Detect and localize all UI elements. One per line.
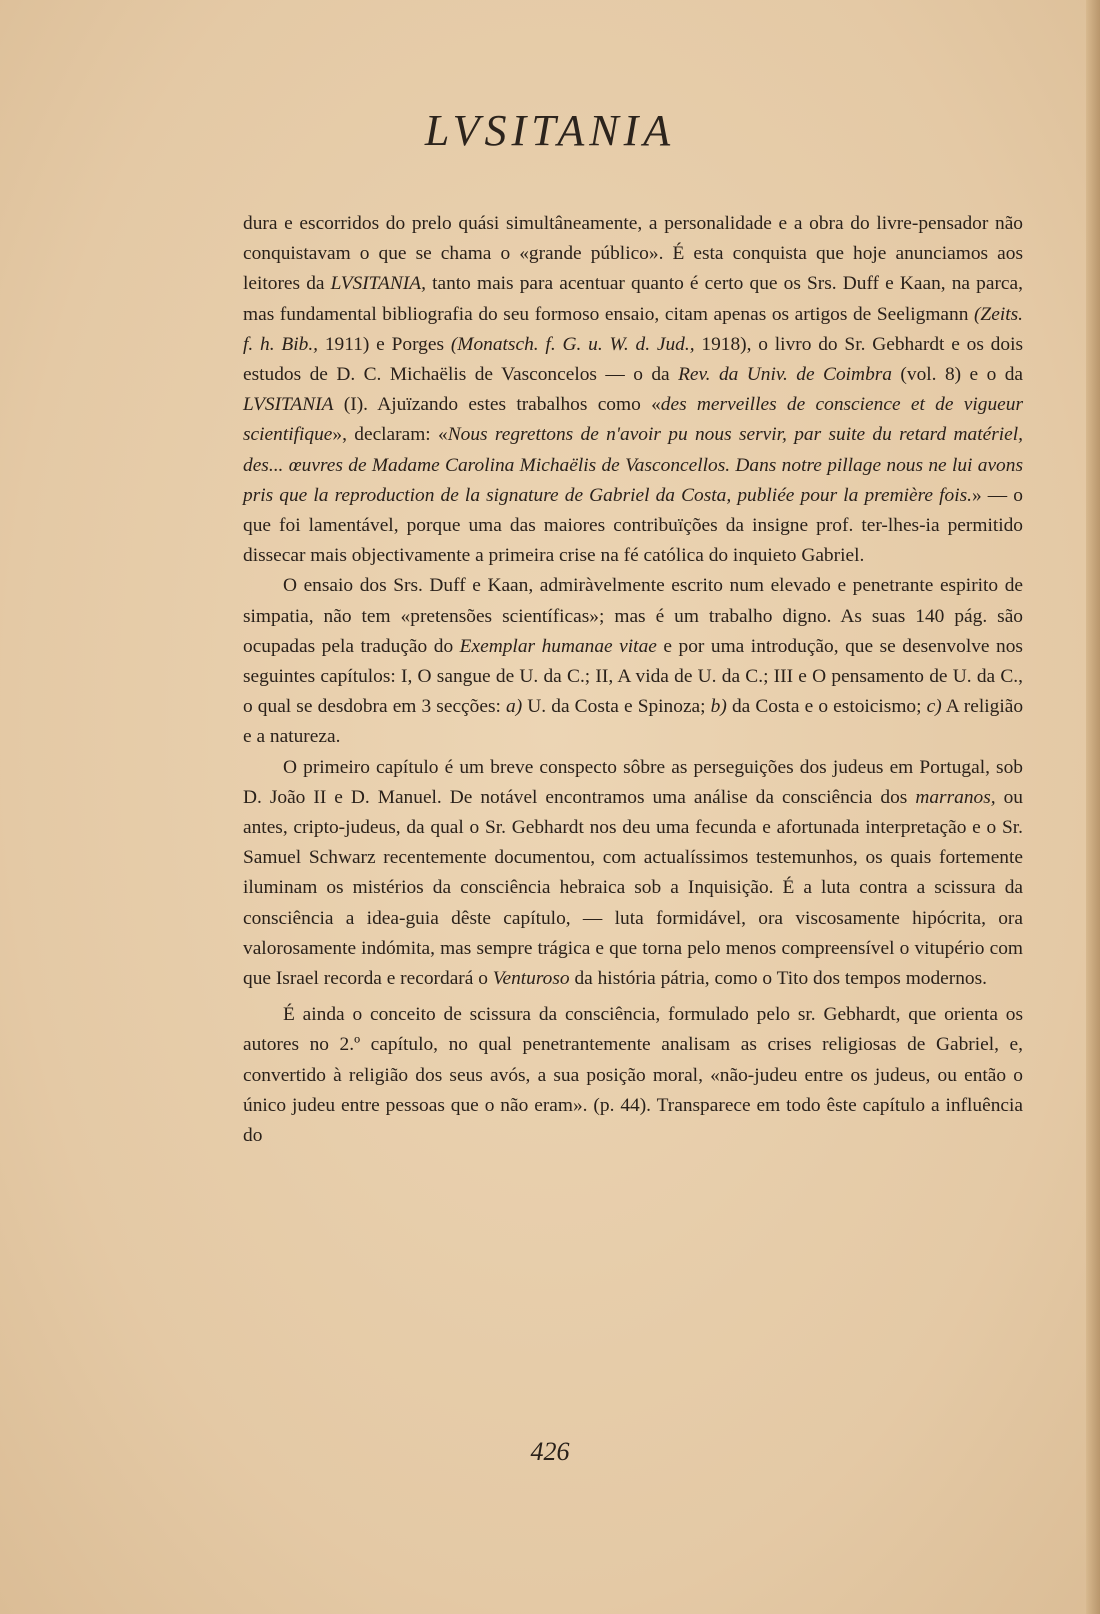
text-run: dura e escorridos do prelo quási simultâneamente, a personalidade e a obra do livre-pensador não conquistavam o que se chama o «grande público». É esta conquista que hoje anunciamos aos leitores da [243,213,1023,295]
text-run: da Costa e o estoicismo; [726,696,927,718]
page-edge [1086,0,1100,1614]
running-header: LVSITANIA [424,106,676,155]
text-run: 1918), o livro do Sr. Gebhardt e os dois estudos de D. C. Michaëlis de Vasconcelos — o da [243,333,1024,386]
italic-run: marranos, [915,786,996,808]
italic-run: c) [926,696,942,718]
italic-run: Exemplar humanae vitae [459,635,657,657]
italic-run: (Zeits. f. h. Bib., [243,303,1023,355]
page-number: 426 [530,1437,570,1466]
text-run: 1911) e Porges [318,333,451,355]
paragraph-1 [243,209,1023,571]
text-run: e por uma introdução, que se desenvolve nos seguintes capítulos: I, O sangue de U. da C.; II, A vida de U. da C.; III e O pensamento de U. da C., o qual se desdobra em 3 secções: [243,635,1023,718]
text-run: É ainda o conceito de scissura da consciência, formulado pelo sr. Gebhardt, que orienta os autores no 2.º capítulo, no qual penetrantemente analisam as crises religiosas de Gabriel, e, convertido à religião dos seus avós, a sua posição moral, «não-judeu entre os judeus, ou então o único judeu entre pessoas que o não eram». (p. 44). Transparece em todo êste capítulo a influência do [243,1004,1023,1147]
text-run: O ensaio dos Srs. Duff e Kaan, admiràvelmente escrito num elevado e penetrante espirito de simpatia, não tem «pretensões scientíficas»; mas é um trabalho digno. As suas 140 pág. são ocupadas pela tradução do [243,575,1023,657]
text-run: (vol. 8) e o da [892,364,1023,386]
italic-run: (Monatsch. f. G. u. W. d. Jud., [450,333,695,355]
text-run: da história pátria, como o Tito dos tempos modernos. [569,968,988,990]
italic-run: Nous regrettons de n'avoir pu nous servir, par suite du retard matériel, des... œuvres de Madame Carolina Michaëlis de Vasconcellos. Dans notre pillage nous ne lui avons pris que la reproduction de la signature de Gabriel da Costa, publiée pour la première fois. [243,424,1023,506]
italic-run: Rev. da Univ. de Coimbra [678,364,892,386]
text-run: U. da Costa e Spinoza; [522,696,711,718]
text-run: (I). Ajuïzando estes trabalhos como « [333,394,661,416]
italic-run: des merveilles de conscience et de vigueur scientifique [243,394,1023,446]
paragraph-2 [243,571,1023,752]
body-text [243,209,1023,1151]
italic-run: LVSITANIA [243,394,334,416]
text-run: » — o que foi lamentável, porque uma das maiores contribuïções da insigne prof. ter-lhes-ia permitido dissecar mais objectivamente a primeira crise na fé católica do inquieto Gabriel. [243,484,1024,567]
italic-run: LVSITANIA, [330,273,426,295]
italic-run: b) [710,696,727,718]
paragraph-3 [243,753,1023,995]
italic-run: Venturoso [492,968,570,990]
text-run: A religião e a natureza. [243,696,1024,748]
paragraph-4 [243,1000,1023,1151]
text-run: », declaram: « [332,424,448,446]
text-run: O primeiro capítulo é um breve conspecto sôbre as perseguições dos judeus em Portugal, sob D. João II e D. Manuel. De notável encontramos uma análise da consciência dos [243,756,1023,808]
text-run: tanto mais para acentuar quanto é certo que os Srs. Duff e Kaan, na parca, mas fundamental bibliografia do seu formoso ensaio, citam apenas os artigos de Seeligmann [243,273,1023,325]
text-run: ou antes, cripto-judeus, da qual o Sr. Gebhardt nos deu uma fecunda e afortunada interpretação e o Sr. Samuel Schwarz recentemente documentou, com actualíssimos testemunhos, os quais fortemente iluminam os mistérios da consciência hebraica sob a Inquisição. É a luta contra a scissura da consciência a idea-guia dêste capítulo, — luta formidável, ora viscosamente hipócrita, ora valorosamente indómita, mas sempre trágica e que torna pelo menos compreensível o vitupério com que Israel recorda e recordará o [243,786,1023,990]
italic-run: a) [506,696,523,718]
